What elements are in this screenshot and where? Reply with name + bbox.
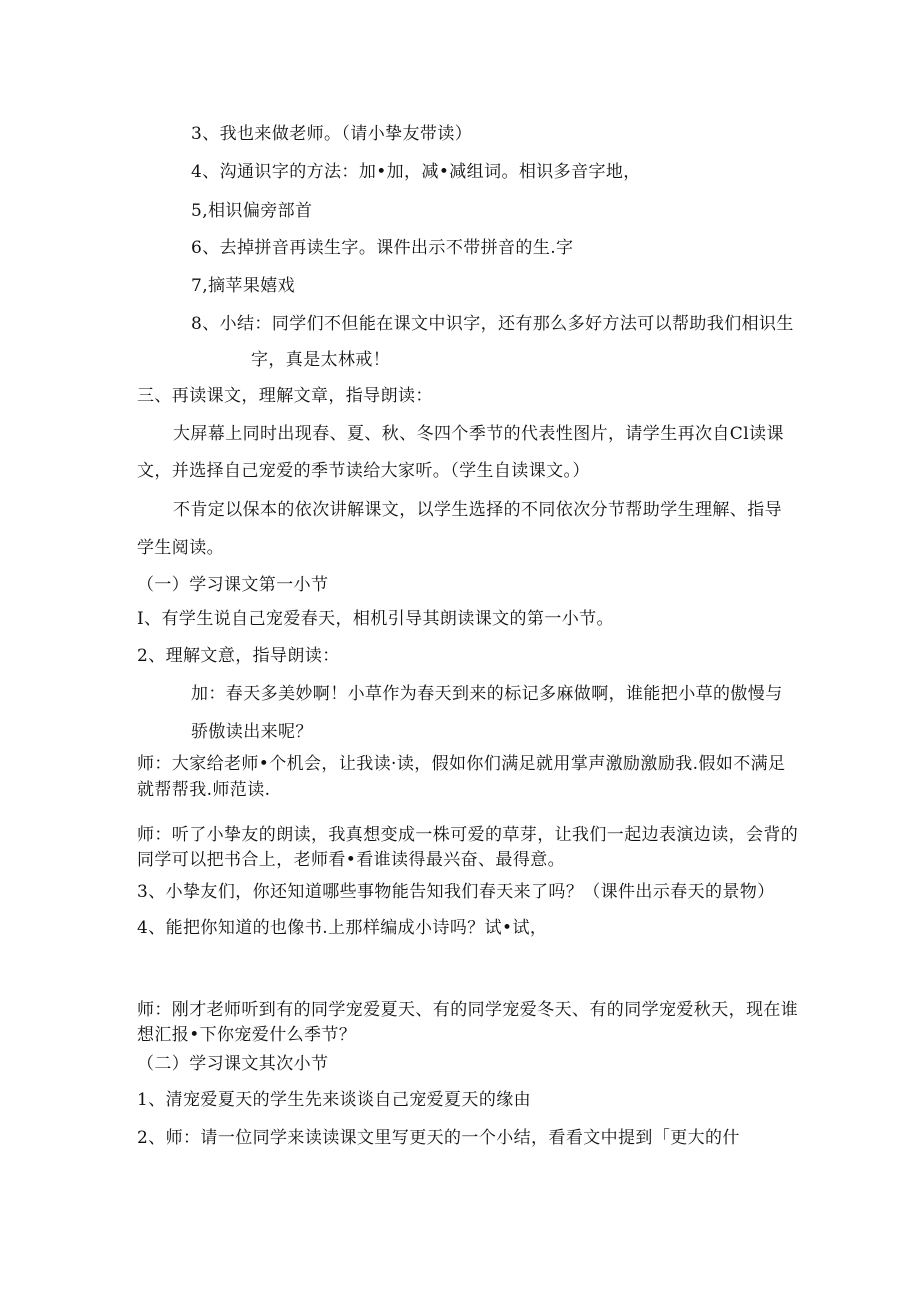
text-line: 8、小结：同学们不但能在课文中识字，还有那么多好方法可以帮助我们相识生 (191, 314, 794, 334)
text-line: 学生阅读。 (137, 538, 224, 558)
text-line: 4、能把你知道的也像书.上那样编成小诗吗？试•试， (137, 918, 548, 938)
text-line: 3、我也来做老师。（请小挚友带读） (191, 124, 473, 144)
text-line: 加：春天多美妙啊！小草作为春天到来的标记多麻做啊，谁能把小草的傲慢与 (191, 684, 783, 704)
text-line: 文，并选择自己宠爱的季节读给大家听。（学生自读课文。） (137, 461, 590, 481)
section-heading: 三、再读课文，理解文章，指导朗读： (137, 386, 433, 406)
text-line: 1、清宠爱夏天的学生先来谈谈自己宠爱夏天的缘由 (137, 1090, 532, 1110)
text-line: 师：大家给老师•个机会，让我读·读，假如你们满足就用掌声激励激励我.假如不满足 (137, 754, 786, 774)
text-line: 6、去掉拼音再读生字。课件出示不带拼音的生.字 (191, 238, 574, 258)
text-line: 5,相识偏旁部首 (191, 201, 313, 221)
text-line: 3、小挚友们，你还知道哪些事物能告知我们春天来了吗？（课件出示春天的景物） (137, 882, 775, 902)
subsection-heading: （一）学习课文第一小节 (137, 575, 329, 595)
text-line: 4、沟通识字的方法：加•加，减•减组词。相识多音字地， (191, 162, 641, 182)
text-line: 大屏幕上同时出现春、夏、秋、冬四个季节的代表性图片，请学生再次自Cl读课 (173, 424, 784, 444)
text-line: 字，真是太林戒！ (251, 350, 391, 370)
text-line: 师：刚才老师听到有的同学宠爱夏天、有的同学宠爱冬天、有的同学宠爱秋天，现在谁 (137, 1000, 799, 1020)
text-line: 7,摘苹果嬉戏 (191, 276, 296, 296)
subsection-heading: （二）学习课文其次小节 (137, 1054, 329, 1074)
text-line: 想汇报•下你宠爱什么季节？ (137, 1025, 357, 1045)
text-line: I、有学生说自己宠爱春天，相机引导其朗读课文的第一小节。 (137, 609, 614, 629)
text-line: 不肯定以保本的依次讲解课文，以学生选择的不同依次分节帮助学生理解、指导 (173, 500, 782, 520)
text-line: 就帮帮我.师范读. (137, 780, 271, 800)
text-line: 师：听了小挚友的朗读，我真想变成一株可爱的草芽，让我们一起边表演边读，会背的 (137, 825, 799, 845)
text-line: 骄傲读出来呢？ (191, 722, 313, 742)
text-line: 2、师：请一位同学来读读课文里写更天的一个小结，看看文中提到「更大的什 (137, 1128, 740, 1148)
text-line: 同学可以把书合上，老师看•看谁读得最兴奋、最得意。 (137, 850, 566, 870)
text-line: 2、理解文意，指导朗读： (137, 646, 340, 666)
